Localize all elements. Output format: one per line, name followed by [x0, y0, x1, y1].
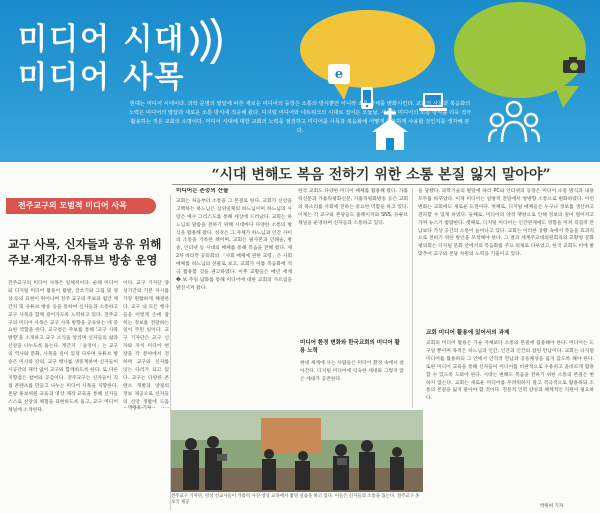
- mid-article-col2: 한국 교회도 다양한 미디어 매체를 활용해 왔다. 가톨릭신문과 가톨릭평화신문, 가톨릭평화방송 등은 교회의 목소리를 사회에 전하는 중요한 역할을 하고 있다. 이제는 각 교구와 본당들도 홈페이지와 SNS, 유튜브 채널을 운영하며 신자들과 소통하고 있다.: [298, 189, 408, 226]
- camera-icon: [562, 56, 586, 74]
- group-photo-image: [171, 410, 423, 492]
- mid-col1-subheading: 미디어는 존중의 산물: [176, 188, 229, 194]
- mid-col1-body: 교회는 처음부터 소통을 그 본질로 한다. 교회가 신앙을 고백하는 하느님은 삼위일체의 하느님이며 하느님의 사랑은 예수 그리스도를 통해 세상에 드러났다. 교회는 하느님의 말씀을 전하기 위해 시대마다 다양한 소통의 방식을 활용해 왔다. 성경은 그 자체가 하느님과 인간 사이의 소통을 기록한 책이며, 교회는 필사본과 인쇄술, 방송, 인터넷 등 시대의 매체를 통해 복음을 전해 왔다. 제2차 바티칸 공의회의 「사회 매체에 관한 교령」은 사회 매체를 하느님의 선물로 보고, 교회가 이를 복음화에 적극 활용할 것을 권고하였다. 이후 교황들은 매년 세계 �.보 주일 담화를 통해 미디어에 대한 교회의 가르침을 발전시켜 왔다.: [176, 198, 292, 291]
- sound-waves-icon: [188, 18, 228, 64]
- right-article-col2: 교회의 미디어 활용은 기술 자체보다 소통의 본질에 집중해야 한다. 미디어는 도구일 뿐이며 목적은 하느님과 인간, 인간과 인간의 참된 만남이다. 교회는 디지털 미디어를 활용하되 그 안에서 인격적 만남과 공동체성을 잃지 않도록 해야 한다. 또한 미디어 교육을 통해 신자들이 미디어를 비판적으로 수용하고 올바르게 활용할 수 있도록 도와야 한다. 시대는 변해도 복음을 전하기 위한 소통의 본질은 변하지 않는다. 교회는 새로운 미디어를 두려워하지 말고 적극적으로 활용하되 소통의 본질을 잃지 말아야 할 것이다. 전문적 인력 양성과 체계적인 지원이 필요하다.: [426, 341, 594, 402]
- left-article-headline: 교구 사목, 신자들과 공유 위해 주보·계간지·유튜브 방송 운영: [8, 237, 162, 267]
- people-group-icon: [488, 100, 540, 144]
- banner-intro-text: 현대는 미디어 시대이다. 과학 문명의 발달에 따른 새로운 미디어의 등장은 소통의 방식뿐만 아니라 소통 자체를 변화시킨다. 교회의 사목과 복음화의 노력은 미디어의 발달과 새로운 소통 방식에 적응해 왔다. 디지털 미디어와 네트워크의 시대로 접어든 오늘날, 새로운 미디어의 소통 방식을 더욱 적극 활용하는 것은 교회의 소명이다. 미디어 시대에 대한 교회의 노력을 점검하고 미디어를 사목과 복음화에 어떻게 유용하게 사용할 것인지를 생각해 본다.: [128, 101, 472, 134]
- feature-banner: [0, 0, 600, 162]
- photo-caption-text: 전주교구 기자단, 영상 선교사들이 가톨릭 사진·영상 교육에서 촬영 실습을 하고 있다. 이들은 신자들의 소통을 돕는다.: [171, 494, 396, 499]
- mid-boxed-text: 현대 세계에 사는 사람들은 미디어 환경 속에서 살아간다. 디지털 미디어에 익숙한 세대와 그렇지 않은 세대가 공존한다.: [300, 361, 404, 382]
- left-article-col2: 이다. 교구 기자단 양성기간의 기본 자시를 가장 원활하게 해결한다. 교구 내 모든 행사들을 이렇게 손에 잡히는 정보를 전달하는 일이 주된 일이다. 교구 기자단은 교구 신자와 자치 미디어 현장을 각 분야에서 전하며 교구와 신자를 잇는 다리가 되고 있다. 교구는 다양한 콘텐츠 개발과 양질의 정보 제공으로 신자들의 신앙 생활에 도움: [123, 281, 169, 405]
- mid-boxed-subheading: 미디어 환경 변화와 한국교회의 미디어 활용 노력: [300, 340, 400, 354]
- main-headline: “시대 변해도 복음 전하기 위한 소통 본질 잃지 말아야”: [211, 167, 551, 183]
- mid-article-col1: [176, 188, 292, 408]
- group-photo: [171, 410, 423, 492]
- column-divider-right: [412, 188, 413, 408]
- yellow-speech-bubble: [300, 10, 435, 88]
- right-byline: 박원희 기자: [540, 504, 564, 509]
- right-subheading: 교회 미디어 활용에 있어서의 과제: [426, 330, 510, 336]
- green-speech-bubble: [454, 2, 586, 98]
- headline-rule: [172, 184, 592, 185]
- photo-credit: 전주교구 홍보국 제공: [171, 494, 420, 505]
- left-article-col1: 전주교구의 미디어 사목은 일체적이다. 순례 미디어와 디지털 미디어 활용이 활발, 글쓰기와 그림 및 영상 등의 표현이 뛰어나며 전주 교구의 주보와 월간 계간지 및 유튜브 방송 등을 통하여 신자들과 소통하고 교구 사목과 함께 걸어가도록 노력하고 있다. 전주교구의 미디어 사목은 교구 사목 방향을 공유하는 데 중요한 역할을 한다. 교구청은 주보를 통해 '교구 사목 방향'을 소개하고 교구 소식을 알리며 신자들의 삶과 신앙을 나누도록 돕는다. 계간지 「숲정이」는 교구의 역사와 문화, 사목을 깊이 있게 다루며 유튜브 방송은 미사와 강의, 교구 행사를 생중계하여 신자들이 시공간의 제약 없이 교구와 함께하도록 한다. 또 다른 지향점은 참여와 공감이다. 전주교구는 신자들이 직접 콘텐츠를 만들고 나누는 미디어 사목을 지향한다. 본당 홍보위원 교육과 영상 제작 교육을 통해 신자들 스스로 신앙의 체험을 표현하도록 돕고, 교구 미디어 채널에 소개한다.: [8, 281, 118, 413]
- banner-title-line1: 미디어 시대: [18, 22, 186, 57]
- left-byline: 박영호 기자: [128, 406, 152, 411]
- right-article-col1: 을 당했다. 과학기술의 발달에 따라 PC와 인터넷의 등장은 미디어 소통 방식과 내용 모두를 바꾸었다. 이제 미디어는 일방적 전달에서 쌍방향 소통으로 변화하였다. 이런 변화는 교회에도 새로운 도전이다. 첫째로, 디지털 매체들은 누구나 정보를 생산하고 전파할 수 있게 하였다. 둘째로, 미디어의 양적 팽창으로 인해 정보의 질이 떨어지고 가짜 뉴스가 범람한다. 셋째로, 디지털 미디어는 인간관계에도 영향을 미쳐 직접적 만남보다 가상 공간의 소통이 늘어나고 있다. 교회는 이러한 상황 속에서 복음을 효과적으로 전하기 위한 방안을 모색해야 한다. 그 결과 세계주교대의원회의와 교황청 문화평의회는 디지털 문화 안에서의 복음화를 주요 의제로 다루었고, 한국 교회도 이에 발맞추어 교구와 본당 차원의 노력을 기울이고 있다.: [418, 189, 594, 258]
- tablet-e-icon: e: [328, 64, 350, 84]
- green-bubble-tail: [555, 86, 579, 108]
- photo-caption: [171, 494, 423, 506]
- banner-title-line2: 미디어 사목: [18, 60, 186, 95]
- section-tag: 전주교구의 모범적 미디어 사목: [6, 198, 156, 214]
